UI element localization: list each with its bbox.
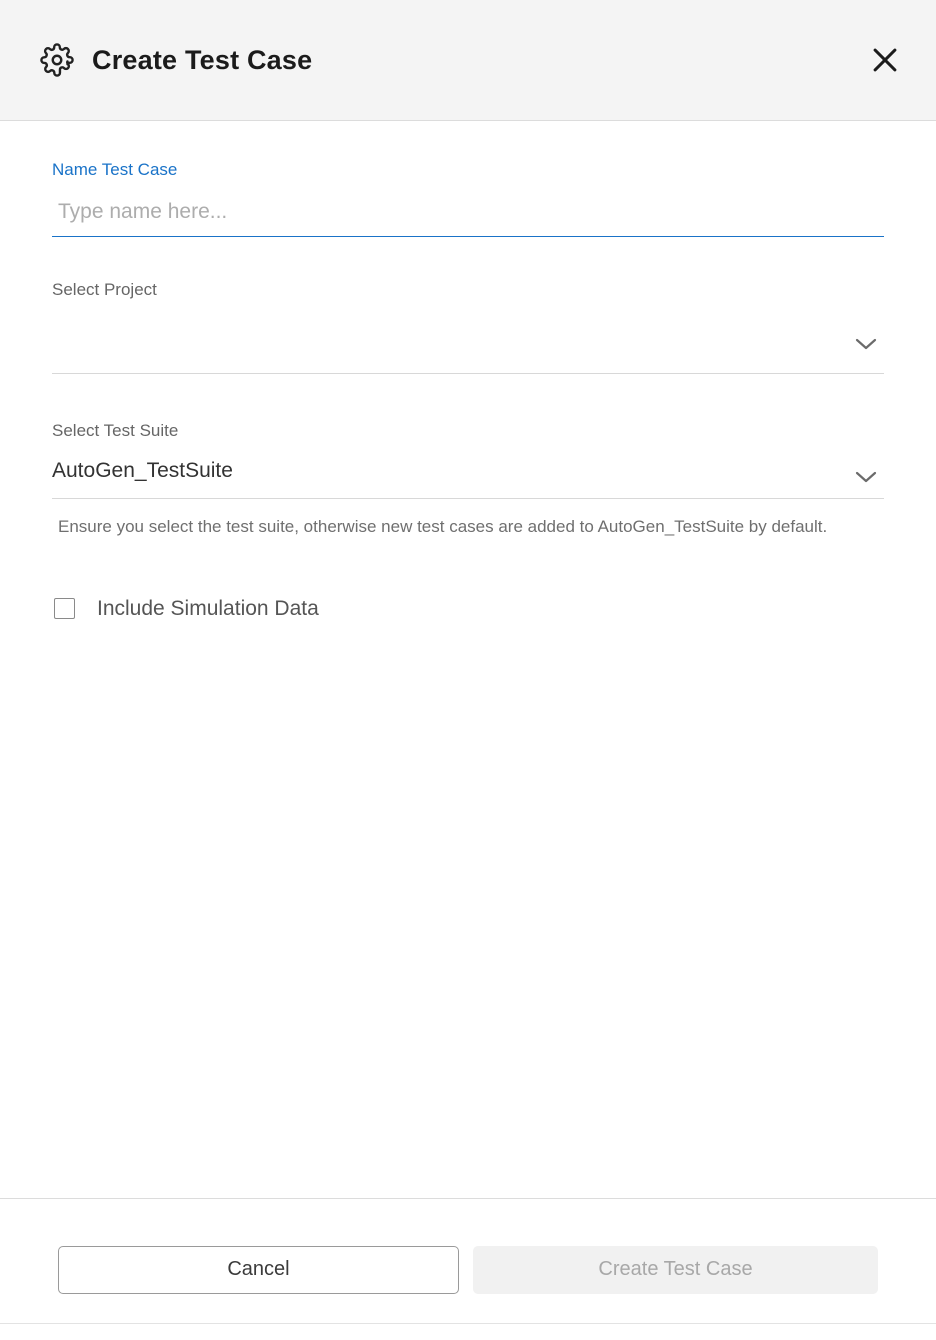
name-test-case-field [52, 161, 884, 237]
bottom-strip [0, 1323, 936, 1340]
dialog-header-left [40, 43, 868, 77]
test-suite-helper-text: Ensure you select the test suite, otherwise new test cases are added to AutoGen_TestSuite by default. [58, 517, 828, 536]
dialog-footer [0, 1198, 936, 1340]
dialog-body [0, 121, 936, 1198]
cancel-button[interactable]: Cancel [58, 1246, 459, 1294]
select-project-value [52, 318, 884, 343]
include-simulation-data-row[interactable] [52, 598, 884, 619]
select-test-suite-value: AutoGen_TestSuite [52, 459, 233, 482]
page-title: Create Test Case [92, 44, 313, 75]
select-project-label: Select Project [52, 280, 157, 299]
select-test-suite-label: Select Test Suite [52, 421, 179, 440]
select-test-suite-field[interactable] [52, 422, 884, 499]
name-test-case-label: Name Test Case [52, 160, 178, 179]
dialog-header [0, 0, 936, 121]
gear-icon [40, 43, 74, 77]
close-icon[interactable] [868, 43, 902, 77]
name-test-case-input[interactable] [52, 200, 884, 237]
include-simulation-data-label: Include Simulation Data [97, 597, 319, 621]
include-simulation-data-checkbox[interactable] [54, 598, 75, 619]
create-test-case-button[interactable]: Create Test Case [473, 1246, 878, 1294]
select-project-field[interactable] [52, 281, 884, 374]
